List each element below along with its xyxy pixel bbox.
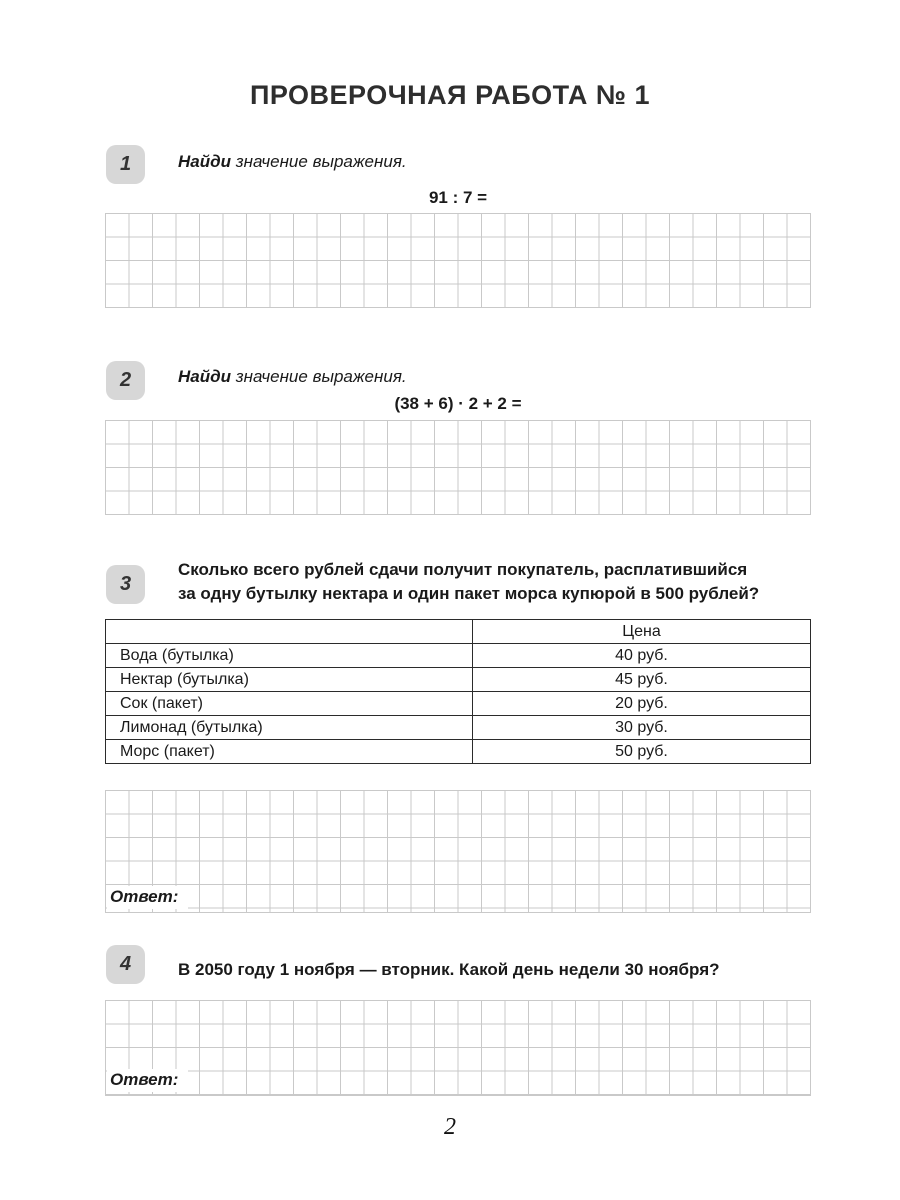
task-3-answer-label: Ответ:: [107, 886, 188, 909]
task-2-expression: (38 + 6) · 2 + 2 =: [394, 394, 522, 413]
task-2-prompt-lead: Найди: [178, 367, 232, 386]
item-name-cell: Морс (пакет): [106, 740, 473, 764]
task-4-work-grid: [105, 1000, 811, 1096]
task-4-badge: 4: [106, 945, 145, 984]
item-name-cell: Сок (пакет): [106, 692, 473, 716]
task-2-prompt: [178, 367, 407, 387]
task-1-prompt-lead: Найди: [178, 152, 232, 171]
task-3-prompt-line-1: Сколько всего рублей сдачи получит покупатель, расплатившийся: [178, 560, 748, 579]
header-price-cell: Цена: [473, 620, 811, 644]
task-3-badge: 3: [106, 565, 145, 604]
table-row: [106, 692, 811, 716]
item-price-cell: 40 руб.: [473, 644, 811, 668]
task-4-answer-label: Ответ:: [107, 1069, 188, 1092]
table-row: [106, 668, 811, 692]
price-table: [105, 619, 811, 764]
table-row: [106, 716, 811, 740]
page-title: ПРОВЕРОЧНАЯ РАБОТА № 1: [249, 80, 651, 110]
page-number: 2: [444, 1114, 456, 1140]
item-price-cell: 45 руб.: [473, 668, 811, 692]
task-2-badge: 2: [106, 361, 145, 400]
task-2-prompt-rest: значение выражения.: [235, 367, 407, 386]
task-1-prompt-rest: значение выражения.: [235, 152, 407, 171]
task-1-badge: 1: [106, 145, 145, 184]
table-row: [106, 740, 811, 764]
price-table-header-row: [106, 620, 811, 644]
item-name-cell: Лимонад (бутылка): [106, 716, 473, 740]
task-3-prompt-line-2: за одну бутылку нектара и один пакет морса купюрой в 500 рублей?: [178, 584, 760, 603]
task-3-prompt: [178, 558, 818, 606]
item-name-cell: Вода (бутылка): [106, 644, 473, 668]
task-2-work-grid: [105, 420, 811, 515]
item-price-cell: 50 руб.: [473, 740, 811, 764]
task-1-work-grid: [105, 213, 811, 308]
item-price-cell: 30 руб.: [473, 716, 811, 740]
task-3-work-grid: [105, 790, 811, 913]
task-1-prompt: [178, 152, 407, 172]
task-4-prompt: В 2050 году 1 ноября — вторник. Какой день недели 30 ноября?: [178, 960, 720, 979]
header-empty-cell: [106, 620, 473, 644]
table-row: [106, 644, 811, 668]
item-name-cell: Нектар (бутылка): [106, 668, 473, 692]
item-price-cell: 20 руб.: [473, 692, 811, 716]
task-1-expression: 91 : 7 =: [428, 188, 488, 207]
